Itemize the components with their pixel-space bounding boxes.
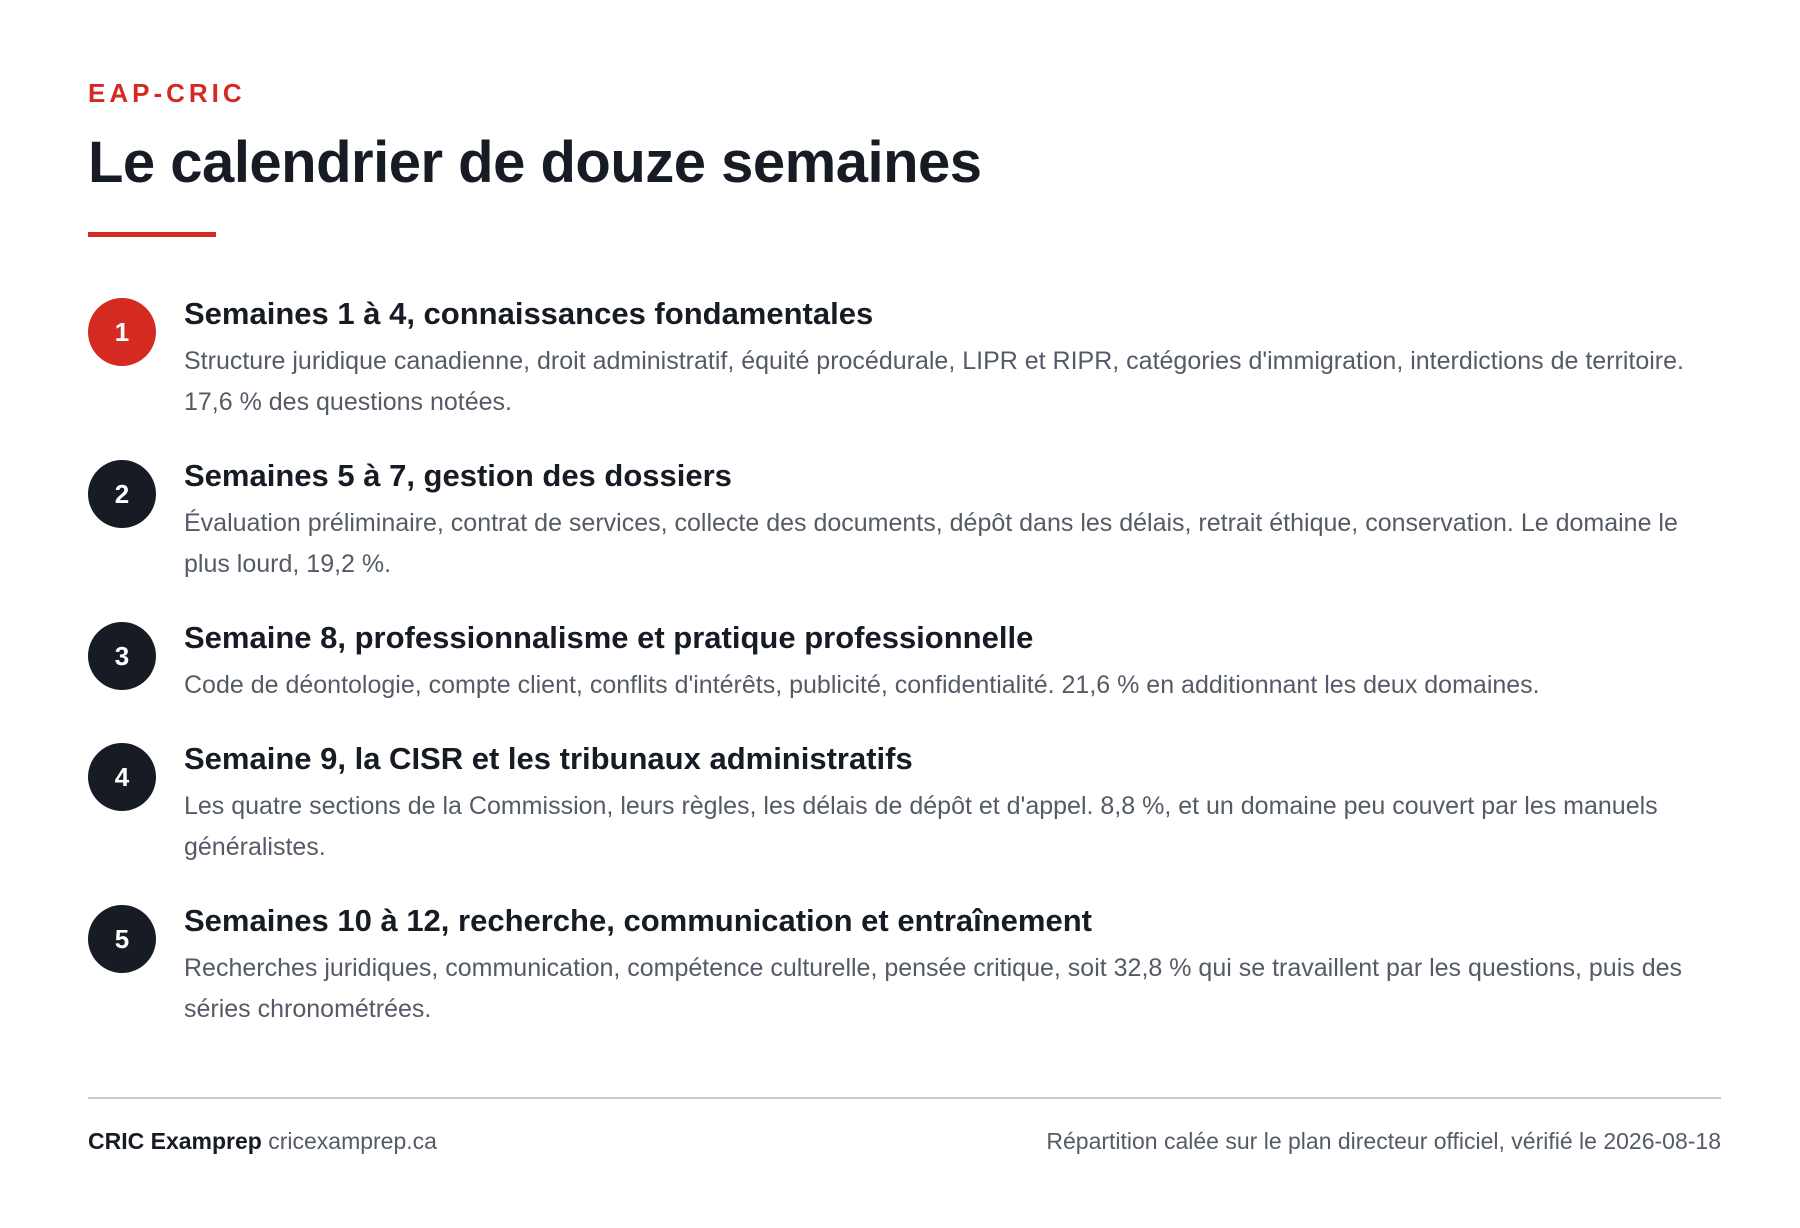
step-item-1 bbox=[88, 295, 1712, 423]
step-number-badge: 4 bbox=[88, 743, 156, 811]
title-accent-rule bbox=[88, 232, 216, 237]
step-title: Semaines 5 à 7, gestion des dossiers bbox=[184, 458, 732, 493]
step-description: Structure juridique canadienne, droit administratif, équité procédurale, LIPR et RIPR, catégories d'immigration, interdictions de territoire. 17,6 % des questions notées. bbox=[184, 347, 1684, 416]
step-number-badge: 3 bbox=[88, 622, 156, 690]
step-title: Semaine 9, la CISR et les tribunaux administratifs bbox=[184, 741, 913, 776]
footer-divider bbox=[88, 1097, 1721, 1099]
step-item-4 bbox=[88, 740, 1712, 868]
step-body bbox=[184, 740, 1712, 868]
step-item-3 bbox=[88, 619, 1712, 706]
step-description: Évaluation préliminaire, contrat de services, collecte des documents, dépôt dans les délais, retrait éthique, conservation. Le domaine le plus lourd, 19,2 %. bbox=[184, 509, 1678, 578]
step-description: Les quatre sections de la Commission, leurs règles, les délais de dépôt et d'appel. 8,8 %, et un domaine peu couvert par les manuels généralistes. bbox=[184, 792, 1658, 861]
step-description: Recherches juridiques, communication, compétence culturelle, pensée critique, soit 32,8 % qui se travaillent par les questions, puis des séries chronométrées. bbox=[184, 954, 1683, 1023]
step-body bbox=[184, 902, 1712, 1030]
footer-brand-block bbox=[88, 1126, 437, 1156]
step-title: Semaines 1 à 4, connaissances fondamentales bbox=[184, 296, 874, 331]
step-number-badge: 5 bbox=[88, 905, 156, 973]
step-title: Semaine 8, professionnalisme et pratique professionnelle bbox=[184, 620, 1034, 655]
step-body bbox=[184, 619, 1712, 706]
step-number-badge: 2 bbox=[88, 460, 156, 528]
eyebrow-label: EAP-CRIC bbox=[88, 78, 246, 108]
step-item-5 bbox=[88, 902, 1712, 1030]
step-item-2 bbox=[88, 457, 1712, 585]
step-body bbox=[184, 295, 1712, 423]
footer-site-link[interactable]: cricexamprep.ca bbox=[268, 1128, 437, 1154]
step-description: Code de déontologie, compte client, conflits d'intérêts, publicité, confidentialité. 21,6 % en additionnant les deux domaines. bbox=[184, 671, 1540, 699]
footer-brand-name: CRIC Examprep bbox=[88, 1128, 262, 1154]
footer-verification-note: Répartition calée sur le plan directeur officiel, vérifié le 2026-08-18 bbox=[1046, 1128, 1721, 1154]
step-title: Semaines 10 à 12, recherche, communication et entraînement bbox=[184, 903, 1092, 938]
schedule-steps-list bbox=[88, 295, 1712, 1030]
step-number-badge: 1 bbox=[88, 298, 156, 366]
footer bbox=[88, 1126, 1721, 1156]
page-title: Le calendrier de douze semaines bbox=[88, 130, 982, 195]
step-body bbox=[184, 457, 1712, 585]
